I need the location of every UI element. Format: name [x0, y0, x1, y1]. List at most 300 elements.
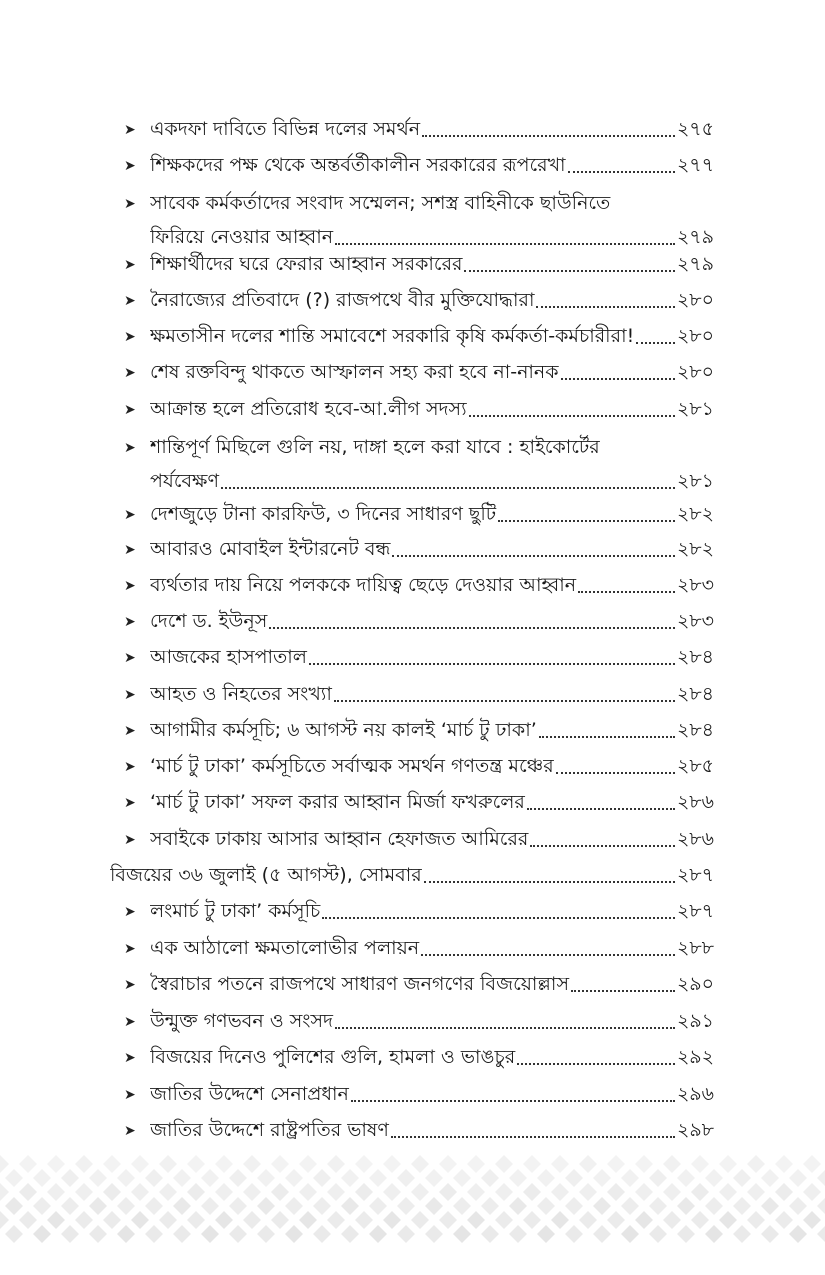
arrow-bullet-icon: ➤	[124, 1050, 136, 1066]
toc-entry[interactable]	[124, 1077, 714, 1111]
diamond-shape	[173, 1169, 191, 1187]
diamond-shape	[145, 1169, 163, 1187]
arrow-bullet-icon: ➤	[124, 440, 136, 456]
toc-page-number: ২৮০	[676, 325, 714, 347]
diamond-shape	[565, 1197, 583, 1215]
diamond-shape	[411, 1211, 429, 1229]
diamond-shape	[89, 1225, 107, 1243]
arrow-bullet-icon: ➤	[124, 832, 136, 848]
diamond-shape	[523, 1211, 541, 1229]
diamond-shape	[453, 1225, 471, 1243]
diamond-shape	[677, 1197, 695, 1215]
toc-entry-title: একদফা দাবিতে বিভিন্ন দলের সমর্থন	[150, 118, 421, 140]
toc-page-number: ২৭৭	[676, 154, 714, 176]
diamond-shape	[719, 1183, 737, 1201]
diamond-shape	[103, 1155, 121, 1173]
diamond-shape	[467, 1211, 485, 1229]
diamond-shape	[593, 1169, 611, 1187]
diamond-shape	[369, 1225, 387, 1243]
toc-entry-title: আবারও মোবাইল ইন্টারনেট বন্ধ	[150, 538, 391, 560]
diamond-shape	[117, 1225, 135, 1243]
toc-entry[interactable]	[124, 1040, 714, 1074]
diamond-shape	[775, 1211, 793, 1229]
diamond-shape	[19, 1183, 37, 1201]
toc-section-heading[interactable]	[110, 858, 714, 892]
diamond-shape	[719, 1155, 737, 1173]
diamond-shape	[159, 1211, 177, 1229]
dot-leader	[464, 269, 674, 272]
toc-page-number: ২৯৬	[676, 1083, 714, 1105]
arrow-bullet-icon: ➤	[124, 293, 136, 309]
dot-leader	[536, 305, 674, 308]
toc-entry[interactable]	[124, 713, 714, 747]
arrow-bullet-icon: ➤	[124, 158, 136, 174]
dot-leader	[571, 989, 675, 992]
diamond-shape	[425, 1169, 443, 1187]
diamond-shape	[33, 1169, 51, 1187]
diamond-shape	[229, 1197, 247, 1215]
diamond-shape	[355, 1211, 373, 1229]
diamond-shape	[397, 1225, 415, 1243]
diamond-shape	[537, 1197, 555, 1215]
diamond-shape	[509, 1225, 527, 1243]
decorative-diamond-pattern	[0, 1150, 825, 1275]
diamond-shape	[355, 1183, 373, 1201]
toc-entry-title: জাতির উদ্দেশে রাষ্ট্রপতির ভাষণ	[150, 1119, 389, 1141]
toc-entry-title: দেশজুড়ে টানা কারফিউ, ৩ দিনের সাধারণ ছুটি	[150, 503, 497, 525]
toc-entry-title: আহত ও নিহতের সংখ্যা	[150, 683, 332, 705]
dot-leader	[335, 1026, 675, 1029]
dot-leader	[422, 134, 675, 137]
diamond-shape	[131, 1183, 149, 1201]
diamond-shape	[579, 1211, 597, 1229]
diamond-shape	[117, 1197, 135, 1215]
diamond-shape	[495, 1183, 513, 1201]
diamond-shape	[61, 1169, 79, 1187]
toc-page-number: ২৮৮	[676, 937, 714, 959]
diamond-shape	[369, 1169, 387, 1187]
diamond-shape	[19, 1211, 37, 1229]
toc-entry-title: বিজয়ের দিনেও পুলিশের গুলি, হামলা ও ভাঙচুর	[150, 1046, 516, 1068]
arrow-bullet-icon: ➤	[124, 941, 136, 957]
toc-entry[interactable]	[124, 247, 714, 281]
dot-leader	[530, 844, 675, 847]
diamond-shape	[789, 1169, 807, 1187]
toc-page-number: ২৮৭	[676, 864, 714, 886]
toc-page-number: ২৮৪	[676, 683, 714, 705]
diamond-shape	[663, 1183, 681, 1201]
diamond-shape	[635, 1211, 653, 1229]
diamond-shape	[397, 1169, 415, 1187]
toc-entry[interactable]	[124, 148, 714, 182]
diamond-shape	[257, 1225, 275, 1243]
diamond-shape	[215, 1211, 233, 1229]
toc-entry[interactable]	[124, 392, 714, 426]
diamond-shape	[467, 1183, 485, 1201]
dot-leader	[392, 554, 675, 557]
diamond-shape	[579, 1155, 597, 1173]
arrow-bullet-icon: ➤	[124, 687, 136, 703]
diamond-shape	[719, 1211, 737, 1229]
arrow-bullet-icon: ➤	[124, 507, 136, 523]
toc-entry[interactable]	[124, 568, 714, 602]
toc-entry-title: আক্রান্ত হলে প্রতিরোধ হবে-আ.লীগ সদস্য	[150, 398, 467, 420]
toc-entry-title: সবাইকে ঢাকায় আসার আহ্বান হেফাজত আমিরের	[150, 828, 529, 850]
diamond-shape	[355, 1155, 373, 1173]
toc-entry[interactable]	[124, 1113, 714, 1147]
diamond-shape	[565, 1225, 583, 1243]
arrow-bullet-icon: ➤	[124, 977, 136, 993]
arrow-bullet-icon: ➤	[124, 614, 136, 630]
diamond-shape	[341, 1169, 359, 1187]
toc-entry[interactable]	[124, 677, 714, 711]
diamond-shape	[579, 1183, 597, 1201]
diamond-shape	[187, 1211, 205, 1229]
toc-page-number: ২৮৫	[676, 755, 714, 777]
toc-page-number: ২৮৬	[676, 791, 714, 813]
toc-entry-title: আজকের হাসপাতাল	[150, 646, 307, 668]
toc-entry-title: ‘মার্চ টু ঢাকা’ সফল করার আহ্বান মির্জা ফখরুলের	[150, 791, 525, 813]
diamond-shape	[285, 1169, 303, 1187]
diamond-shape	[551, 1183, 569, 1201]
toc-page-number: ২৮০	[676, 361, 714, 383]
diamond-shape	[733, 1169, 751, 1187]
diamond-shape	[439, 1155, 457, 1173]
diamond-shape	[383, 1155, 401, 1173]
arrow-bullet-icon: ➤	[124, 759, 136, 775]
toc-entry-title: ক্ষমতাসীন দলের শান্তি সমাবেশে সরকারি কৃষি কর্মকর্তা-কর্মচারীরা!	[150, 325, 635, 347]
diamond-shape	[733, 1197, 751, 1215]
toc-page-number: ২৮৩	[676, 610, 714, 632]
toc-entry[interactable]	[124, 319, 714, 353]
diamond-shape	[775, 1155, 793, 1173]
diamond-shape	[565, 1169, 583, 1187]
diamond-shape	[439, 1211, 457, 1229]
dot-leader	[636, 341, 675, 344]
arrow-bullet-icon: ➤	[124, 904, 136, 920]
diamond-shape	[733, 1225, 751, 1243]
arrow-bullet-icon: ➤	[124, 723, 136, 739]
diamond-shape	[243, 1183, 261, 1201]
diamond-shape	[663, 1211, 681, 1229]
toc-page-number: ২৮৪	[676, 646, 714, 668]
toc-entry-title: আগামীর কর্মসূচি; ৬ আগস্ট নয় কালই ‘মার্চ টু ঢাকা’	[150, 719, 537, 741]
diamond-shape	[271, 1183, 289, 1201]
diamond-shape	[593, 1197, 611, 1215]
diamond-shape	[173, 1197, 191, 1215]
diamond-shape	[327, 1183, 345, 1201]
diamond-shape	[369, 1197, 387, 1215]
diamond-shape	[775, 1183, 793, 1201]
diamond-shape	[411, 1155, 429, 1173]
toc-page-number: ২৮২	[676, 538, 714, 560]
toc-page-number: ২৭৫	[676, 118, 714, 140]
dot-leader	[269, 626, 675, 629]
diamond-shape	[677, 1169, 695, 1187]
diamond-shape	[229, 1169, 247, 1187]
toc-entry[interactable]	[124, 931, 714, 965]
dot-leader	[556, 771, 675, 774]
diamond-shape	[0, 1155, 9, 1173]
toc-page-number: ২৮০	[676, 289, 714, 311]
diamond-shape	[0, 1211, 9, 1229]
diamond-shape	[201, 1225, 219, 1243]
toc-entry[interactable]	[124, 785, 714, 819]
arrow-bullet-icon: ➤	[124, 329, 136, 345]
arrow-bullet-icon: ➤	[124, 1123, 136, 1139]
toc-page-number: ২৭৯	[676, 253, 714, 275]
diamond-shape	[243, 1155, 261, 1173]
diamond-shape	[341, 1225, 359, 1243]
dot-leader	[391, 1135, 675, 1138]
toc-page-number: ২৭৯	[676, 226, 714, 248]
toc-entry-title: ব্যর্থতার দায় নিয়ে পলককে দায়িত্ব ছেড়ে দেওয়ার আহ্বান	[150, 574, 577, 596]
diamond-shape	[649, 1225, 667, 1243]
arrow-bullet-icon: ➤	[124, 122, 136, 138]
dot-leader	[469, 414, 675, 417]
dot-leader	[351, 1099, 675, 1102]
diamond-shape	[705, 1169, 723, 1187]
toc-page-number: ২৮১	[676, 398, 714, 420]
diamond-shape	[509, 1197, 527, 1215]
toc-page-number: ২৯৮	[676, 1119, 714, 1141]
toc-entry[interactable]	[124, 430, 714, 498]
diamond-shape	[817, 1169, 825, 1187]
toc-entry-title: উন্মুক্ত গণভবন ও সংসদ	[150, 1010, 334, 1032]
diamond-shape	[705, 1197, 723, 1215]
diamond-shape	[327, 1211, 345, 1229]
toc-entry-title: নৈরাজ্যের প্রতিবাদে (?) রাজপথে বীর মুক্তিযোদ্ধারা	[150, 289, 535, 311]
diamond-shape	[761, 1197, 779, 1215]
dot-leader	[498, 519, 675, 522]
diamond-shape	[47, 1155, 65, 1173]
diamond-shape	[691, 1211, 709, 1229]
diamond-shape	[285, 1197, 303, 1215]
dot-leader	[539, 735, 675, 738]
diamond-shape	[817, 1197, 825, 1215]
toc-entry-title: এক আঠালো ক্ষমতালোভীর পলায়ন	[150, 937, 420, 959]
arrow-bullet-icon: ➤	[124, 1087, 136, 1103]
diamond-shape	[215, 1155, 233, 1173]
toc-page-number: ২৮১	[676, 470, 714, 492]
toc-entry[interactable]	[124, 604, 714, 638]
diamond-shape	[495, 1155, 513, 1173]
toc-entry[interactable]	[124, 355, 714, 389]
diamond-shape	[5, 1169, 23, 1187]
toc-entry[interactable]	[124, 1004, 714, 1038]
diamond-shape	[117, 1169, 135, 1187]
toc-entry[interactable]	[124, 497, 714, 531]
diamond-shape	[383, 1183, 401, 1201]
diamond-shape	[145, 1225, 163, 1243]
diamond-shape	[621, 1197, 639, 1215]
diamond-shape	[61, 1197, 79, 1215]
diamond-shape	[271, 1155, 289, 1173]
toc-entry-title: শেষ রক্তবিন্দু থাকতে আস্ফালন সহ্য করা হবে না-নানক	[150, 361, 559, 383]
dot-leader	[568, 170, 675, 173]
dot-leader	[335, 242, 675, 245]
toc-entry[interactable]	[124, 283, 714, 317]
diamond-shape	[621, 1225, 639, 1243]
diamond-shape	[747, 1211, 765, 1229]
toc-entry-title: সাবেক কর্মকর্তাদের সংবাদ সম্মেলন; সশস্ত্র বাহিনীকে ছাউনিতে	[150, 192, 611, 214]
toc-entry[interactable]	[124, 749, 714, 783]
dot-leader	[421, 953, 675, 956]
diamond-shape	[75, 1155, 93, 1173]
toc-entry[interactable]	[124, 532, 714, 566]
diamond-shape	[33, 1225, 51, 1243]
toc-entry[interactable]	[124, 967, 714, 1001]
diamond-shape	[243, 1211, 261, 1229]
diamond-shape	[313, 1197, 331, 1215]
toc-page-number: ২৮৬	[676, 828, 714, 850]
toc-page-number: ২৮২	[676, 503, 714, 525]
toc-entry[interactable]	[124, 112, 714, 146]
diamond-shape	[159, 1183, 177, 1201]
diamond-shape	[47, 1183, 65, 1201]
diamond-shape	[467, 1155, 485, 1173]
toc-page-number: ২৯০	[676, 973, 714, 995]
toc-page-number: ২৮৩	[676, 574, 714, 596]
diamond-shape	[635, 1183, 653, 1201]
diamond-shape	[201, 1169, 219, 1187]
diamond-shape	[817, 1225, 825, 1243]
dot-leader	[561, 377, 675, 380]
diamond-shape	[187, 1183, 205, 1201]
diamond-shape	[201, 1197, 219, 1215]
diamond-shape	[481, 1169, 499, 1187]
diamond-shape	[761, 1225, 779, 1243]
diamond-shape	[75, 1211, 93, 1229]
diamond-shape	[131, 1155, 149, 1173]
diamond-shape	[607, 1211, 625, 1229]
diamond-shape	[47, 1211, 65, 1229]
diamond-shape	[607, 1155, 625, 1173]
dot-leader	[424, 880, 675, 883]
toc-entry[interactable]	[124, 822, 714, 856]
toc-entry-title-continued: ফিরিয়ে নেওয়ার আহ্বান	[150, 226, 334, 248]
diamond-shape	[89, 1197, 107, 1215]
diamond-shape	[131, 1211, 149, 1229]
diamond-shape	[159, 1155, 177, 1173]
toc-entry-title: জাতির উদ্দেশে সেনাপ্রধান	[150, 1083, 349, 1105]
toc-page-number: ২৮৪	[676, 719, 714, 741]
diamond-shape	[649, 1169, 667, 1187]
toc-entry-title: স্বৈরাচার পতনে রাজপথে সাধারণ জনগণের বিজয়োল্লাস	[150, 973, 569, 995]
diamond-shape	[103, 1183, 121, 1201]
toc-entry-title: শিক্ষার্থীদের ঘরে ফেরার আহ্বান সরকারের	[150, 253, 463, 275]
diamond-shape	[453, 1197, 471, 1215]
diamond-shape	[145, 1197, 163, 1215]
diamond-shape	[271, 1211, 289, 1229]
diamond-shape	[103, 1211, 121, 1229]
diamond-shape	[453, 1169, 471, 1187]
toc-entry-title: শিক্ষকদের পক্ষ থেকে অন্তর্বর্তীকালীন সরকারের রূপরেখা	[150, 154, 566, 176]
diamond-shape	[19, 1155, 37, 1173]
diamond-shape	[285, 1225, 303, 1243]
diamond-shape	[229, 1225, 247, 1243]
dot-leader	[578, 590, 675, 593]
dot-leader	[322, 916, 675, 919]
toc-page-number: ২৯২	[676, 1046, 714, 1068]
diamond-shape	[5, 1225, 23, 1243]
diamond-shape	[299, 1183, 317, 1201]
diamond-shape	[383, 1211, 401, 1229]
diamond-shape	[789, 1197, 807, 1215]
diamond-shape	[187, 1155, 205, 1173]
diamond-shape	[257, 1169, 275, 1187]
arrow-bullet-icon: ➤	[124, 365, 136, 381]
toc-entry-title: ‘মার্চ টু ঢাকা’ কর্মসূচিতে সর্বাত্মক সমর্থন গণতন্ত্র মঞ্চের	[150, 755, 554, 777]
diamond-shape	[299, 1155, 317, 1173]
diamond-shape	[551, 1155, 569, 1173]
diamond-shape	[481, 1197, 499, 1215]
arrow-bullet-icon: ➤	[124, 257, 136, 273]
toc-entry[interactable]	[124, 894, 714, 928]
diamond-shape	[803, 1211, 821, 1229]
arrow-bullet-icon: ➤	[124, 402, 136, 418]
arrow-bullet-icon: ➤	[124, 578, 136, 594]
dot-leader	[517, 1062, 675, 1065]
diamond-shape	[761, 1169, 779, 1187]
diamond-shape	[509, 1169, 527, 1187]
diamond-shape	[537, 1225, 555, 1243]
diamond-shape	[341, 1197, 359, 1215]
diamond-shape	[635, 1155, 653, 1173]
diamond-shape	[75, 1183, 93, 1201]
diamond-shape	[481, 1225, 499, 1243]
toc-entry-title: লংমার্চ টু ঢাকা’ কর্মসূচি	[150, 900, 321, 922]
diamond-shape	[495, 1211, 513, 1229]
arrow-bullet-icon: ➤	[124, 542, 136, 558]
diamond-shape	[313, 1169, 331, 1187]
arrow-bullet-icon: ➤	[124, 795, 136, 811]
diamond-shape	[593, 1225, 611, 1243]
diamond-shape	[551, 1211, 569, 1229]
diamond-shape	[803, 1155, 821, 1173]
diamond-shape	[747, 1155, 765, 1173]
toc-entry-title: শান্তিপূর্ণ মিছিলে গুলি নয়, দাঙ্গা হলে করা যাবে : হাইকোর্টের	[150, 436, 600, 458]
arrow-bullet-icon: ➤	[124, 1014, 136, 1030]
dot-leader	[527, 807, 675, 810]
diamond-shape	[747, 1183, 765, 1201]
diamond-shape	[705, 1225, 723, 1243]
toc-entry[interactable]	[124, 186, 714, 254]
diamond-shape	[677, 1225, 695, 1243]
toc-page-number: ২৮৭	[676, 900, 714, 922]
diamond-shape	[215, 1183, 233, 1201]
diamond-shape	[5, 1197, 23, 1215]
diamond-shape	[537, 1169, 555, 1187]
toc-entry-title: বিজয়ের ৩৬ জুলাই (৫ আগস্ট), সোমবার	[110, 864, 422, 886]
diamond-shape	[523, 1183, 541, 1201]
diamond-shape	[691, 1155, 709, 1173]
diamond-shape	[257, 1197, 275, 1215]
diamond-shape	[691, 1183, 709, 1201]
arrow-bullet-icon: ➤	[124, 196, 136, 212]
diamond-shape	[425, 1197, 443, 1215]
toc-page-number: ২৯১	[676, 1010, 714, 1032]
diamond-shape	[607, 1183, 625, 1201]
diamond-shape	[803, 1183, 821, 1201]
diamond-shape	[411, 1183, 429, 1201]
diamond-shape	[789, 1225, 807, 1243]
toc-entry-title-continued: পর্যবেক্ষণ	[150, 470, 219, 492]
diamond-shape	[439, 1183, 457, 1201]
toc-entry[interactable]	[124, 640, 714, 674]
diamond-shape	[397, 1197, 415, 1215]
diamond-shape	[0, 1183, 9, 1201]
